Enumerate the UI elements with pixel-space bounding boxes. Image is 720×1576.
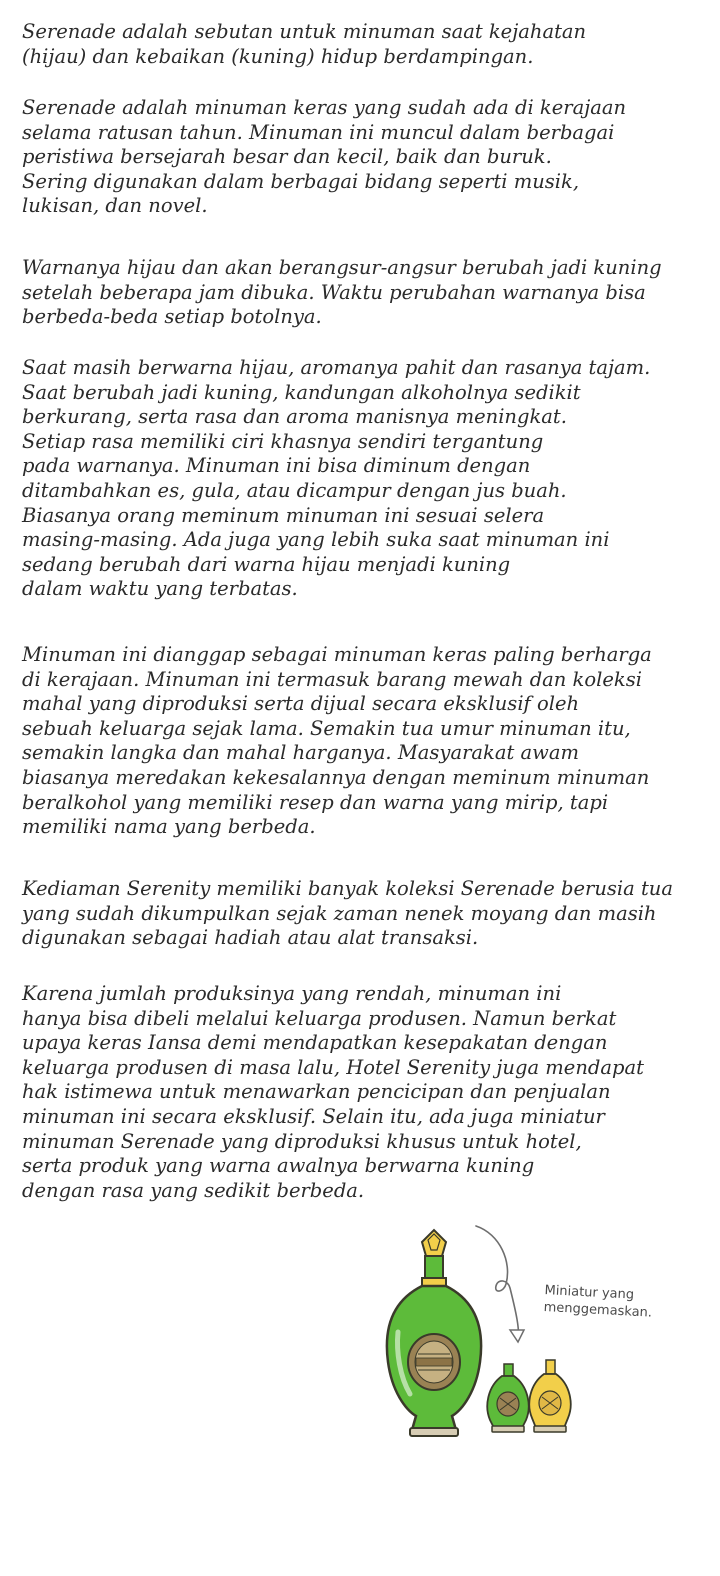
text-line: Serenade adalah sebutan untuk minuman saat kejahatan: [22, 20, 587, 43]
text-line: minuman Serenade yang diproduksi khusus untuk hotel,: [22, 1129, 582, 1153]
paragraph: [22, 356, 712, 602]
text-line: Minuman ini dianggap sebagai minuman keras paling berharga: [22, 643, 652, 666]
caption-line: menggemaskan.: [543, 1299, 653, 1321]
caption-line: Miniatur yang: [544, 1282, 635, 1303]
text-line: semakin langka dan mahal harganya. Masyarakat awam: [22, 741, 579, 765]
text-line: upaya keras Iansa demi mendapatkan kesepakatan dengan: [22, 1031, 608, 1055]
text-line: memiliki nama yang berbeda.: [22, 815, 316, 839]
text-line: di kerajaan. Minuman ini termasuk barang mewah dan koleksi: [22, 667, 642, 691]
text-line: sedang berubah dari warna hijau menjadi kuning: [22, 552, 511, 576]
miniature-yellow-bottle: [529, 1360, 570, 1432]
text-line: Kediaman Serenity memiliki banyak koleksi Serenade berusia tua: [22, 877, 673, 900]
text-line: berbeda-beda setiap botolnya.: [22, 305, 322, 329]
text-line: selama ratusan tahun. Minuman ini muncul dalam berbagai: [22, 120, 615, 144]
large-green-bottle: [387, 1230, 481, 1436]
miniature-green-bottle: [487, 1364, 528, 1432]
text-line: Karena jumlah produksinya yang rendah, minuman ini: [22, 982, 562, 1005]
text-line: Sering digunakan dalam berbagai bidang seperti musik,: [22, 169, 580, 193]
text-line: yang sudah dikumpulkan sejak zaman nenek moyang dan masih: [22, 901, 657, 925]
text-line: ditambahkan es, gula, atau dicampur dengan jus buah.: [22, 478, 567, 502]
paragraph: [22, 643, 712, 840]
text-line: mahal yang diproduksi serta dijual secara eksklusif oleh: [22, 692, 580, 716]
paragraph: [22, 256, 712, 330]
illustration-caption: [543, 1282, 665, 1322]
text-line: dengan rasa yang sedikit berbeda.: [22, 1178, 365, 1202]
text-line: keluarga produsen di masa lalu, Hotel Serenity juga mendapat: [22, 1055, 644, 1079]
text-line: minuman ini secara eksklusif. Selain itu, ada juga miniatur: [22, 1104, 605, 1128]
text-line: beralkohol yang memiliki resep dan warna yang mirip, tapi: [22, 790, 609, 814]
text-line: peristiwa bersejarah besar dan kecil, baik dan buruk.: [22, 145, 552, 169]
text-line: Setiap rasa memiliki ciri khasnya sendiri tergantung: [22, 429, 544, 453]
text-line: Warnanya hijau dan akan berangsur-angsur berubah jadi kuning: [22, 256, 662, 279]
text-line: hanya bisa dibeli melalui keluarga produsen. Namun berkat: [22, 1006, 617, 1030]
text-line: setelah beberapa jam dibuka. Waktu perubahan warnanya bisa: [22, 280, 646, 304]
text-line: biasanya meredakan kekesalannya dengan meminum minuman: [22, 765, 650, 789]
paragraph: [22, 982, 712, 1203]
text-line: Saat masih berwarna hijau, aromanya pahit dan rasanya tajam.: [22, 356, 651, 379]
text-line: Saat berubah jadi kuning, kandungan alkoholnya sedikit: [22, 380, 581, 404]
text-line: berkurang, serta rasa dan aroma manisnya meningkat.: [22, 405, 567, 429]
paragraph: [22, 20, 712, 69]
pointer-arrow: [476, 1226, 524, 1342]
text-line: hak istimewa untuk menawarkan pencicipan dan penjualan: [22, 1080, 611, 1104]
paragraph: [22, 877, 712, 951]
text-line: Serenade adalah minuman keras yang sudah ada di kerajaan: [22, 96, 627, 119]
text-line: sebuah keluarga sejak lama. Semakin tua umur minuman itu,: [22, 716, 631, 740]
text-line: Biasanya orang meminum minuman ini sesuai selera: [22, 503, 545, 527]
serenade-bottles-illustration: [370, 1222, 670, 1452]
text-line: dalam waktu yang terbatas.: [22, 577, 298, 601]
text-line: masing-masing. Ada juga yang lebih suka saat minuman ini: [22, 528, 610, 552]
text-line: lukisan, dan novel.: [22, 194, 208, 218]
text-line: digunakan sebagai hadiah atau alat transaksi.: [22, 926, 479, 950]
text-line: serta produk yang warna awalnya berwarna kuning: [22, 1154, 535, 1178]
paragraph: [22, 96, 712, 219]
text-line: pada warnanya. Minuman ini bisa diminum dengan: [22, 454, 531, 478]
text-line: (hijau) dan kebaikan (kuning) hidup berdampingan.: [22, 44, 534, 68]
